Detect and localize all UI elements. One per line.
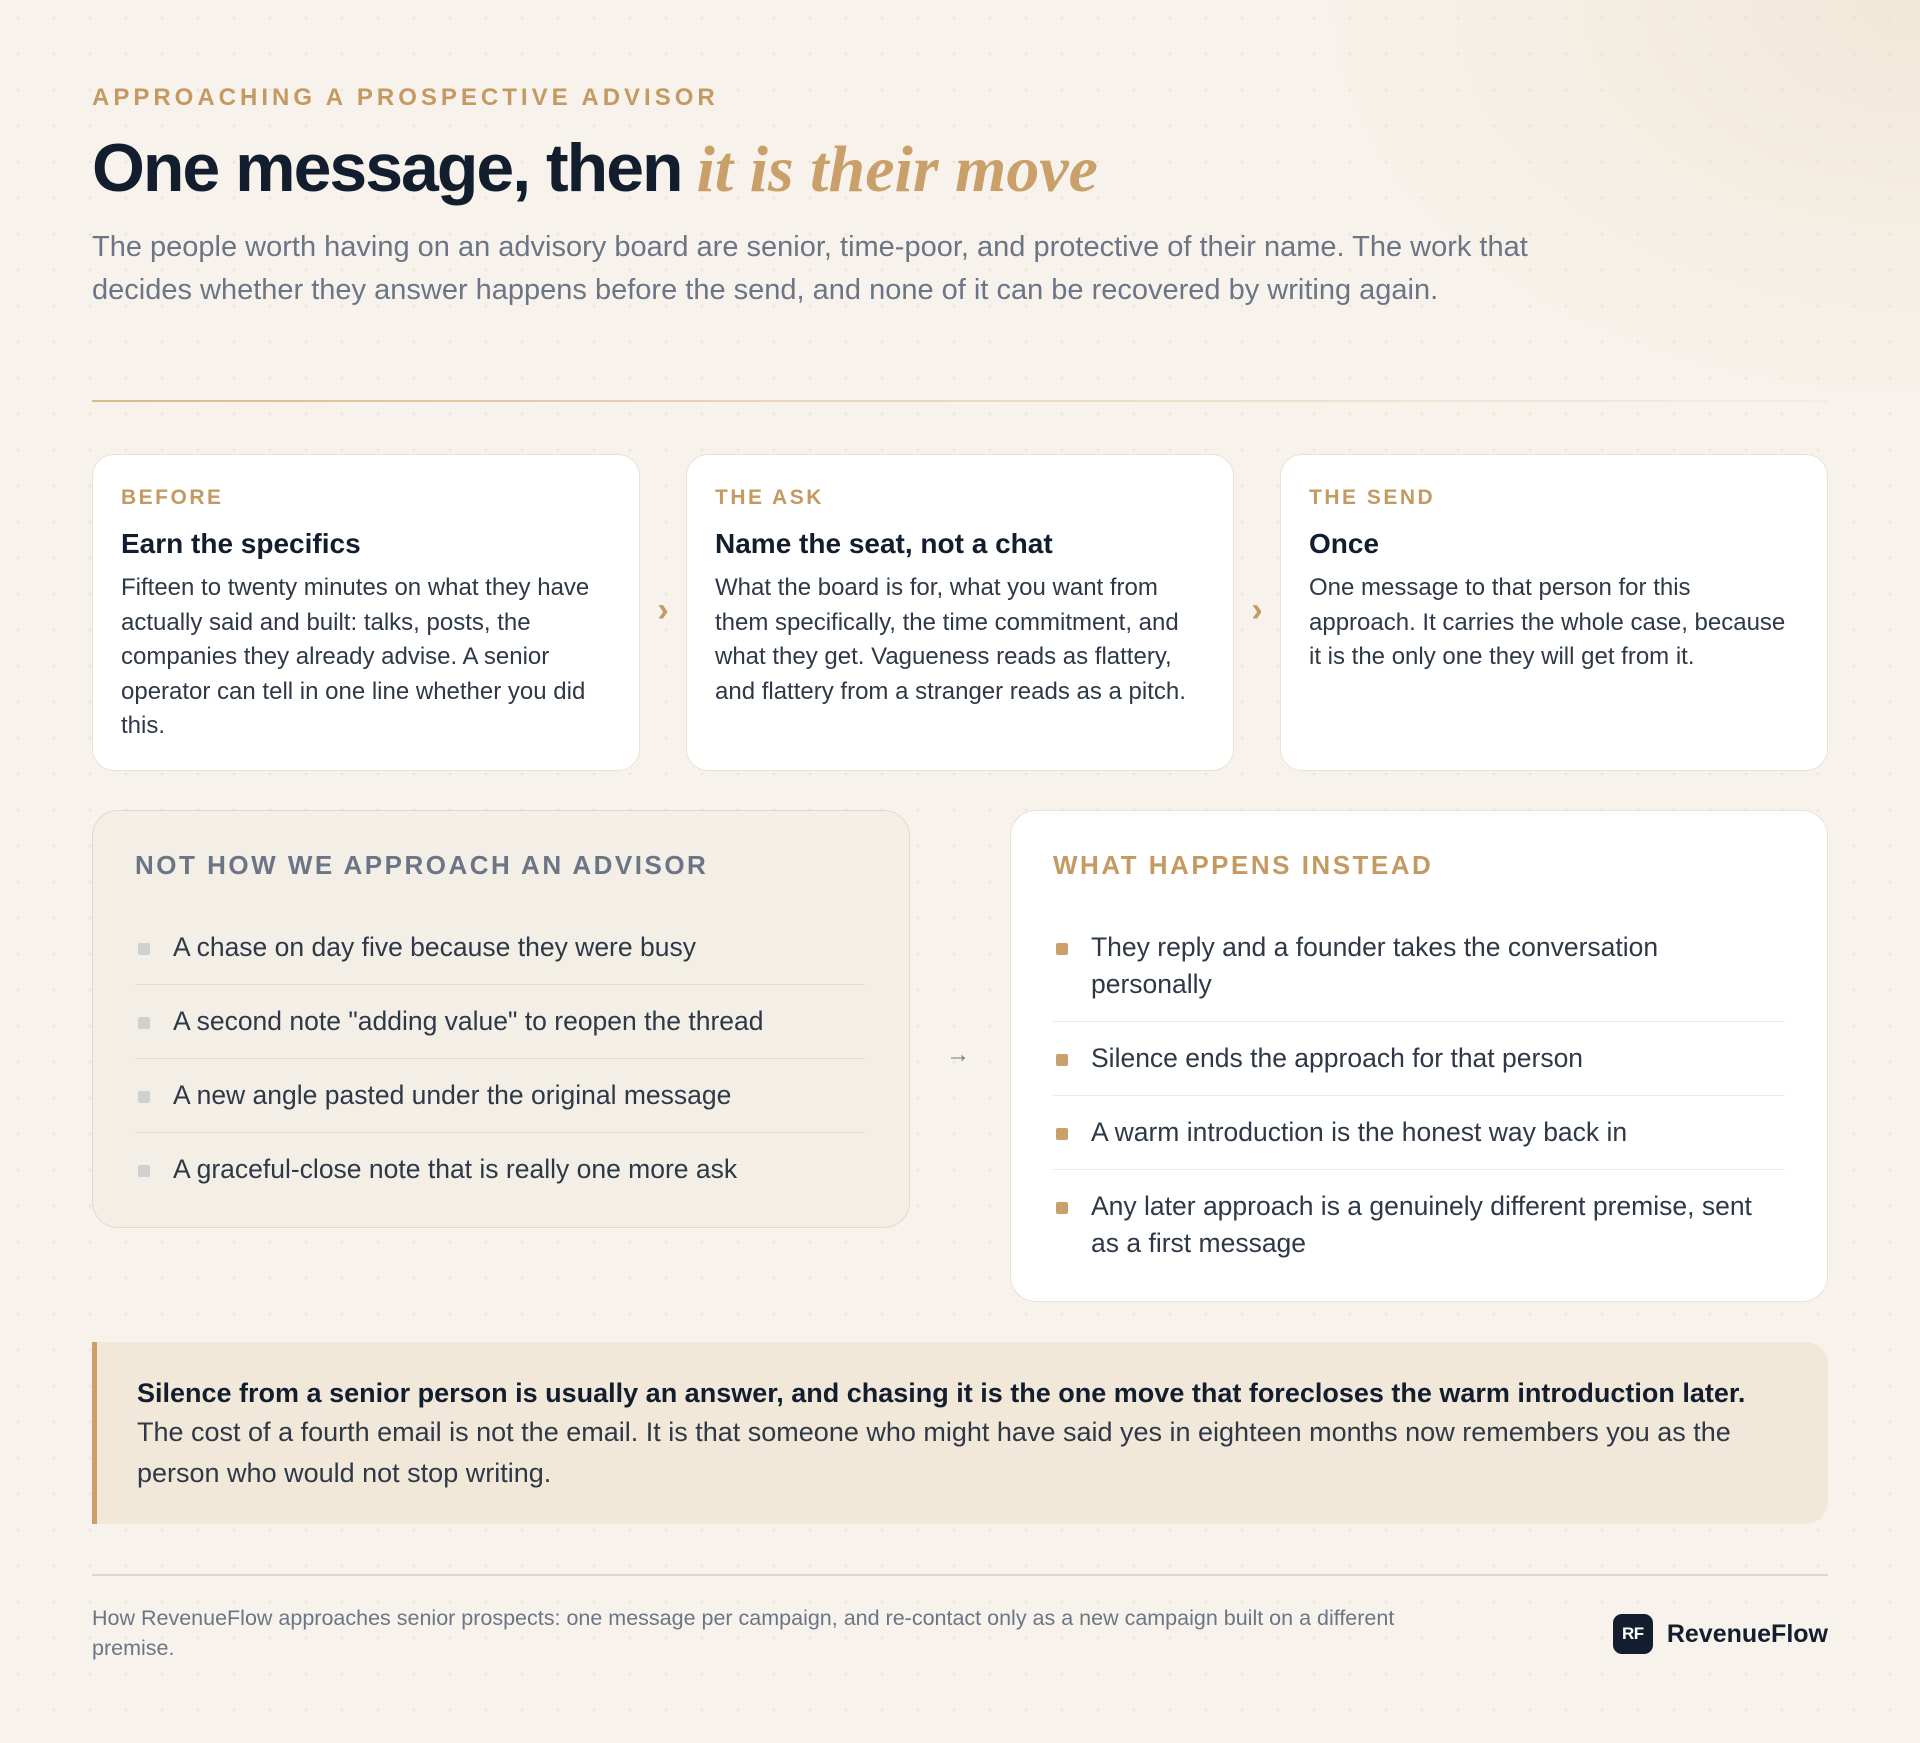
header-divider <box>92 400 1828 402</box>
step-body: What the board is for, what you want from them specifically, the time commitment, and what they get. Vagueness reads as flattery, and flattery from a stranger reads as a pitch. <box>715 574 1186 705</box>
callout-body: The cost of a fourth email is not the email. It is that someone who might have said yes in eighteen months now remembers you as the person who would not stop writing. <box>137 1417 1731 1488</box>
list-item <box>135 985 865 1059</box>
list-item-text: A second note "adding value" to reopen the thread <box>173 1006 764 1036</box>
list-item-text: They reply and a founder takes the conversation personally <box>1091 932 1659 999</box>
brand-logo <box>1613 1614 1828 1654</box>
list-item-text: A warm introduction is the honest way back in <box>1091 1117 1628 1147</box>
list-item <box>1053 911 1785 1022</box>
step-kicker: THE SEND <box>1309 486 1436 509</box>
square-bullet-icon <box>1056 1128 1068 1140</box>
step-card-the-send <box>1280 454 1828 771</box>
square-bullet-icon <box>1056 1054 1068 1066</box>
what-happens-title: WHAT HAPPENS INSTEAD <box>1053 850 1434 880</box>
list-item-text: A chase on day five because they were busy <box>173 932 696 962</box>
what-happens-box <box>1010 810 1828 1302</box>
square-bullet-icon <box>138 943 150 955</box>
list-item <box>1053 1170 1785 1280</box>
step-title: Earn the specifics <box>121 528 361 559</box>
list-item <box>135 1133 865 1206</box>
step-title: Once <box>1309 528 1380 559</box>
list-item <box>135 911 865 985</box>
list-item-text: A new angle pasted under the original message <box>173 1080 732 1110</box>
step-title: Name the seat, not a chat <box>715 528 1053 559</box>
list-item-text: Silence ends the approach for that person <box>1091 1043 1584 1073</box>
brand-mark-icon: RF <box>1613 1614 1653 1654</box>
list-item <box>1053 1096 1785 1170</box>
step-card-before <box>92 454 640 771</box>
headline-accent: it is their move <box>696 133 1098 206</box>
square-bullet-icon <box>138 1017 150 1029</box>
step-body: Fifteen to twenty minutes on what they have actually said and built: talks, posts, the companies they already advise. A senior operator can tell in one line whether you did this. <box>121 574 590 739</box>
square-bullet-icon <box>138 1165 150 1177</box>
eyebrow: APPROACHING A PROSPECTIVE ADVISOR <box>92 84 719 111</box>
brand-name: RevenueFlow <box>1666 1619 1828 1648</box>
what-happens-list <box>1053 911 1785 1280</box>
footer-divider <box>92 1574 1828 1576</box>
square-bullet-icon <box>1056 943 1068 955</box>
list-item <box>135 1059 865 1133</box>
callout-quote <box>92 1342 1828 1524</box>
step-body: One message to that person for this approach. It carries the whole case, because it is the only one they will get from it. <box>1309 574 1786 670</box>
list-item-text: Any later approach is a genuinely different premise, sent as a first message <box>1091 1191 1752 1258</box>
lede-paragraph: The people worth having on an advisory board are senior, time-poor, and protective of their name. The work that decides whether they answer happens before the send, and none of it can be recovered by writing again. <box>92 231 1528 306</box>
step-card-the-ask <box>686 454 1234 771</box>
square-bullet-icon <box>1056 1202 1068 1214</box>
arrow-right-icon: → <box>946 1041 970 1068</box>
footer-note: How RevenueFlow approaches senior prospects: one message per campaign, and re-contact only as a new campaign built on a different premise. <box>92 1606 1395 1660</box>
steps-row <box>92 454 1828 771</box>
step-kicker: BEFORE <box>121 486 224 509</box>
not-how-box <box>92 810 910 1228</box>
headline-strong: One message, then <box>92 130 682 206</box>
not-how-title: NOT HOW WE APPROACH AN ADVISOR <box>135 850 709 880</box>
step-kicker: THE ASK <box>715 486 824 509</box>
chevron-right-icon: › <box>657 591 669 629</box>
chevron-right-icon: › <box>1251 591 1263 629</box>
not-how-list <box>135 911 865 1206</box>
square-bullet-icon <box>138 1091 150 1103</box>
list-item-text: A graceful-close note that is really one more ask <box>173 1154 738 1184</box>
callout-lead: Silence from a senior person is usually an answer, and chasing it is the one move that forecloses the warm introduction later. <box>137 1378 1746 1408</box>
page-title <box>92 128 1098 220</box>
list-item <box>1053 1022 1785 1096</box>
